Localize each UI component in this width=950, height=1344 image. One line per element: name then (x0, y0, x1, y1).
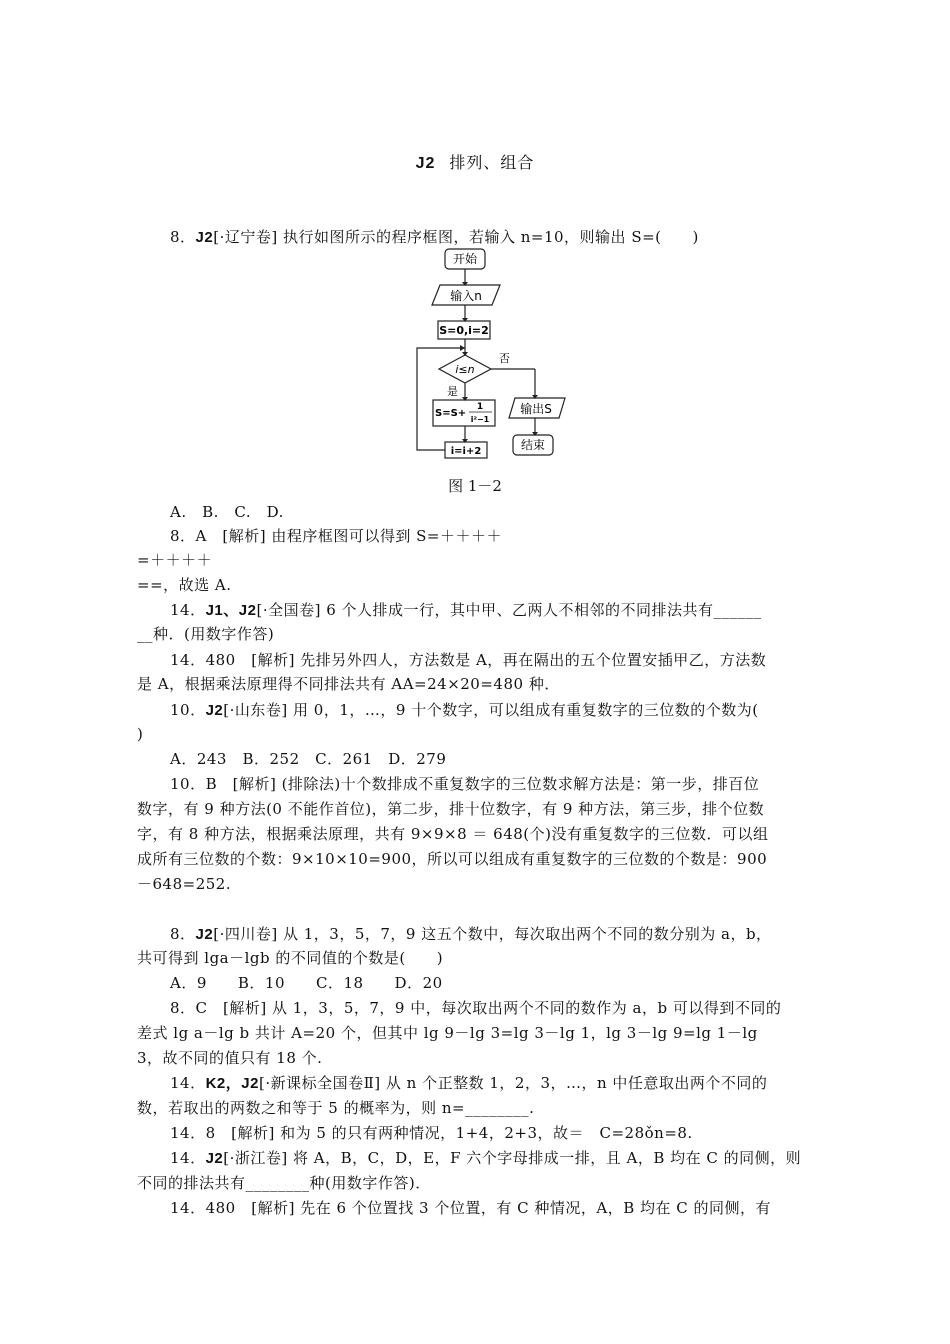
end-label: 结束 (520, 438, 546, 452)
question-line: ) (137, 725, 144, 743)
answer-line: －648=252. (137, 875, 232, 893)
fraction-denominator: i²−1 (470, 415, 490, 424)
options-line: A. B. C. D. (170, 503, 284, 521)
answer-line: 数字，有 9 种方法(0 不能作首位)，第二步，排十位数字，有 9 种方法，第三步，排个位数 (137, 800, 765, 818)
answer-line: 10．B [解析] (排除法)十个数排成不重复数字的三位数求解方法是：第一步，排百位 (170, 775, 760, 793)
question-line: 8．J2[·四川卷] 从 1，3，5，7，9 这五个数中，每次取出两个不同的数分别为 a，b， (170, 925, 772, 943)
input-label: 输入n (450, 289, 482, 303)
no-label: 否 (499, 352, 510, 365)
section-text: 排列、组合 (449, 153, 535, 172)
answer-line: 14．480 [解析] 先在 6 个位置找 3 个位置，有 C 种情况，A，B 均在 C 的同侧，有 (170, 1199, 772, 1217)
init-label: S=0,i=2 (439, 324, 489, 337)
answer-line: 14．480 [解析] 先排另外四人，方法数是 A，再在隔出的五个位置安插甲乙，方法数 (170, 651, 767, 669)
fraction-numerator: 1 (476, 402, 484, 412)
question-line: 14．J1、J2[·全国卷] 6 个人排成一行，其中甲、乙两人不相邻的不同排法共有______ (170, 601, 762, 619)
output-label: 输出S (520, 402, 552, 416)
question-tag: J2 (205, 702, 224, 719)
yes-label: 是 (447, 385, 458, 398)
question-line: 14．K2，J2[·新课标全国卷Ⅱ] 从 n 个正整数 1，2，3，…，n 中任意取出两个不同的 (170, 1074, 768, 1092)
question-line: 共可得到 lga－lgb 的不同值的个数是( ) (137, 949, 444, 967)
question-line: 8．J2[·辽宁卷] 执行如图所示的程序框图，若输入 n=10，则输出 S=( ) (170, 228, 699, 246)
answer-line: 字，有 8 种方法，根据乘法原理，共有 9×9×8 ＝ 648(个)没有重复数字的三位数．可以组 (137, 825, 769, 843)
flowchart (405, 245, 585, 475)
question-line: 数，若取出的两数之和等于 5 的概率为，则 n=________. (137, 1099, 535, 1117)
section-title (0, 150, 950, 173)
question-tag: J2 (205, 1150, 224, 1167)
answer-line: 14．8 [解析] 和为 5 的只有两种情况，1+4，2+3，故＝ C=28ǒn=8. (170, 1124, 693, 1142)
answer-line: 3，故不同的值只有 18 个. (137, 1049, 323, 1067)
question-line: 不同的排法共有________种(用数字作答)． (137, 1174, 431, 1192)
answer-line: ==，故选 A. (137, 576, 232, 594)
start-label: 开始 (452, 252, 478, 266)
section-code: J2 (415, 155, 436, 172)
answer-line: =＋＋＋＋ (137, 551, 213, 569)
answer-line: 8．A [解析] 由程序框图可以得到 S=＋＋＋＋ (170, 527, 502, 545)
question-tag: J1、J2 (205, 602, 257, 619)
question-tag: K2，J2 (205, 1075, 259, 1092)
answer-line: 成所有三位数的个数：9×10×10=900，所以可以组成有重复数字的三位数的个数是：900 (137, 850, 768, 868)
options-line: A．9 B．10 C．18 D．20 (170, 974, 443, 992)
question-tag: J2 (195, 926, 214, 943)
question-tag: J2 (195, 229, 214, 246)
question-line: 14．J2[·浙江卷] 将 A，B，C，D，E，F 六个字母排成一排，且 A，B 均在 C 的同侧，则 (170, 1149, 802, 1167)
update-i-label: i=i+2 (450, 446, 482, 457)
options-line: A．243 B．252 C．261 D．279 (170, 750, 447, 768)
update-s-label: S=S+ (435, 408, 467, 419)
answer-line: 8．C [解析] 从 1，3，5，7，9 中，每次取出两个不同的数作为 a，b 可以得到不同的 (170, 999, 782, 1017)
question-line: 10．J2[·山东卷] 用 0，1，…，9 十个数字，可以组成有重复数字的三位数的个数为( (170, 701, 759, 719)
condition-label: i≤n (455, 363, 475, 376)
figure-caption: 图 1－2 (448, 477, 502, 495)
question-line: __种．(用数字作答) (137, 625, 275, 643)
answer-line: 是 A，根据乘法原理得不同排法共有 AA=24×20=480 种． (137, 675, 560, 693)
answer-line: 差式 lg a－lg b 共计 A=20 个，但其中 lg 9－lg 3=lg 3－lg 1，lg 3－lg 9=lg 1－lg (137, 1024, 758, 1042)
